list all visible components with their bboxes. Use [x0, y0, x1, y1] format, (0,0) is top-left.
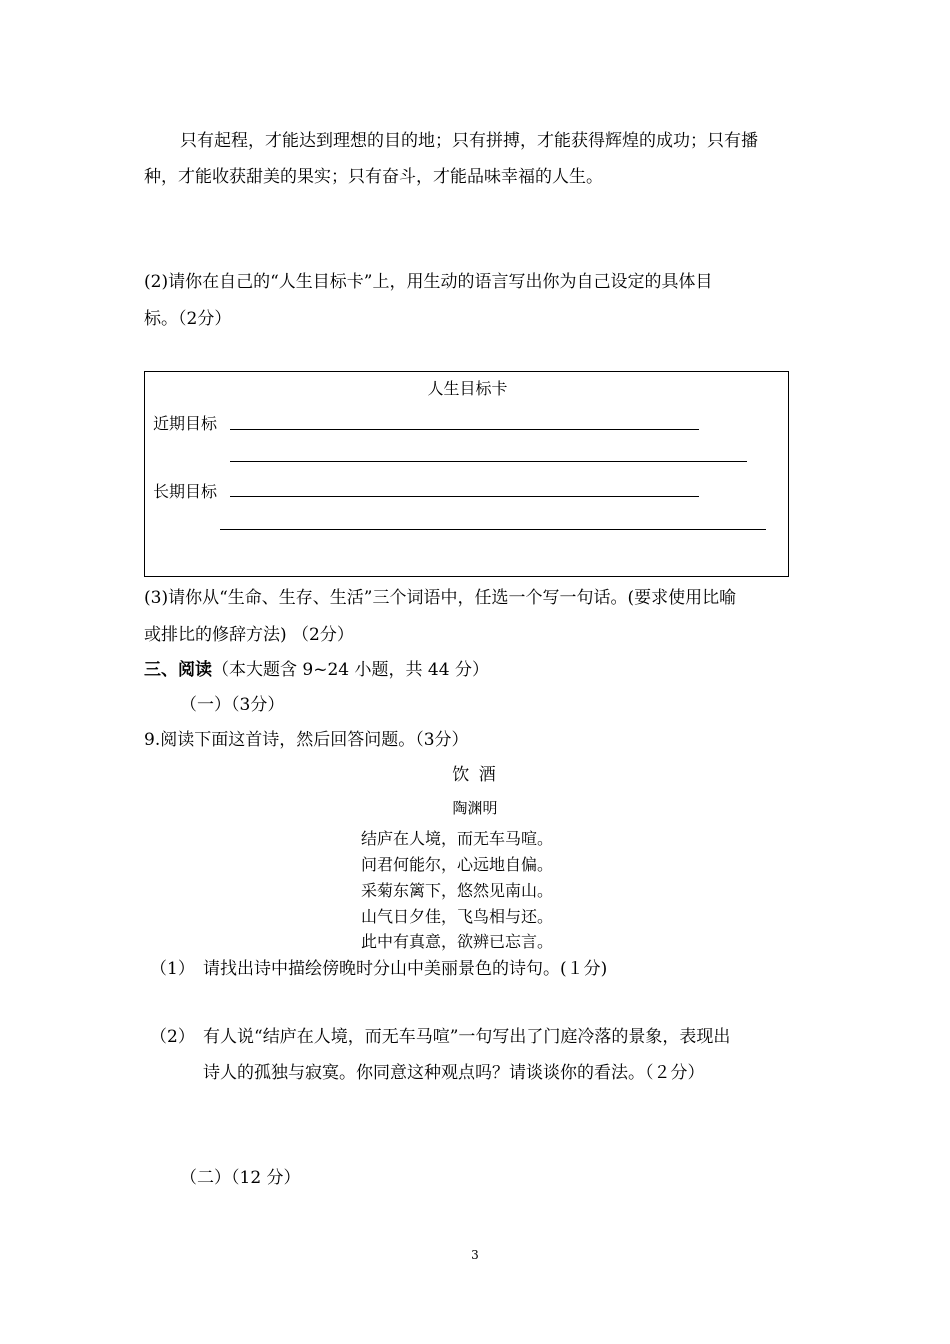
- long-term-goal-line-1[interactable]: [230, 496, 699, 497]
- section-3-heading: [144, 655, 489, 680]
- long-term-goal-label: 长期目标: [153, 482, 218, 501]
- near-term-goal-label: 近期目标: [153, 414, 218, 433]
- question-9: 9.阅读下面这首诗，然后回答问题。（3分）: [144, 730, 469, 750]
- near-term-goal-line-1[interactable]: [230, 429, 699, 430]
- question-2-line-1: (2)请你在自己的“人生目标卡”上，用生动的语言写出你为自己设定的具体目: [144, 272, 713, 292]
- question-2-line-2: 标。（2分）: [144, 309, 232, 329]
- long-term-goal-line-2[interactable]: [220, 529, 766, 530]
- section-3-note: （本大题含 9~24 小题，共 44 分）: [212, 660, 489, 680]
- section-3-title: 三、阅读: [144, 660, 212, 680]
- card-title: 人生目标卡: [427, 379, 508, 398]
- poem-line-1: 结庐在人境，而无车马喧。: [361, 829, 554, 848]
- motto-line-2: 种，才能收获甜美的果实；只有奋斗，才能品味幸福的人生。: [144, 167, 603, 187]
- poem-author: 陶渊明: [452, 799, 498, 817]
- poem-line-2: 问君何能尔，心远地自偏。: [361, 855, 554, 874]
- page-number: 3: [471, 1248, 479, 1262]
- question-3-line-1: (3)请你从“生命、生存、生活”三个词语中，任选一个写一句话。(要求使用比喻: [144, 588, 737, 608]
- sub-question-1-number: （1）: [150, 959, 195, 979]
- part-2-heading: （二）（12 分）: [180, 1168, 301, 1188]
- part-1-heading: （一）（3分）: [180, 695, 285, 715]
- poem-line-5: 此中有真意，欲辨已忘言。: [361, 932, 554, 951]
- poem-title: 饮 酒: [452, 765, 498, 785]
- life-goal-card: [144, 371, 789, 577]
- motto-line-1: 只有起程，才能达到理想的目的地；只有拼搏，才能获得辉煌的成功；只有播: [180, 131, 758, 151]
- poem-line-3: 采菊东篱下，悠然见南山。: [361, 881, 554, 900]
- sub-question-1-text: 请找出诗中描绘傍晚时分山中美丽景色的诗句。(１分): [203, 959, 608, 979]
- sub-question-2-line-1: 有人说“结庐在人境，而无车马喧”一句写出了门庭冷落的景象，表现出: [203, 1027, 731, 1047]
- sub-question-2-number: （2）: [150, 1027, 195, 1047]
- sub-question-2-line-2: 诗人的孤独与寂寞。你同意这种观点吗？请谈谈你的看法。（２分）: [203, 1063, 705, 1083]
- near-term-goal-line-2[interactable]: [230, 461, 747, 462]
- question-3-line-2: 或排比的修辞方法) （2分）: [144, 625, 354, 645]
- poem-line-4: 山气日夕佳，飞鸟相与还。: [361, 907, 554, 926]
